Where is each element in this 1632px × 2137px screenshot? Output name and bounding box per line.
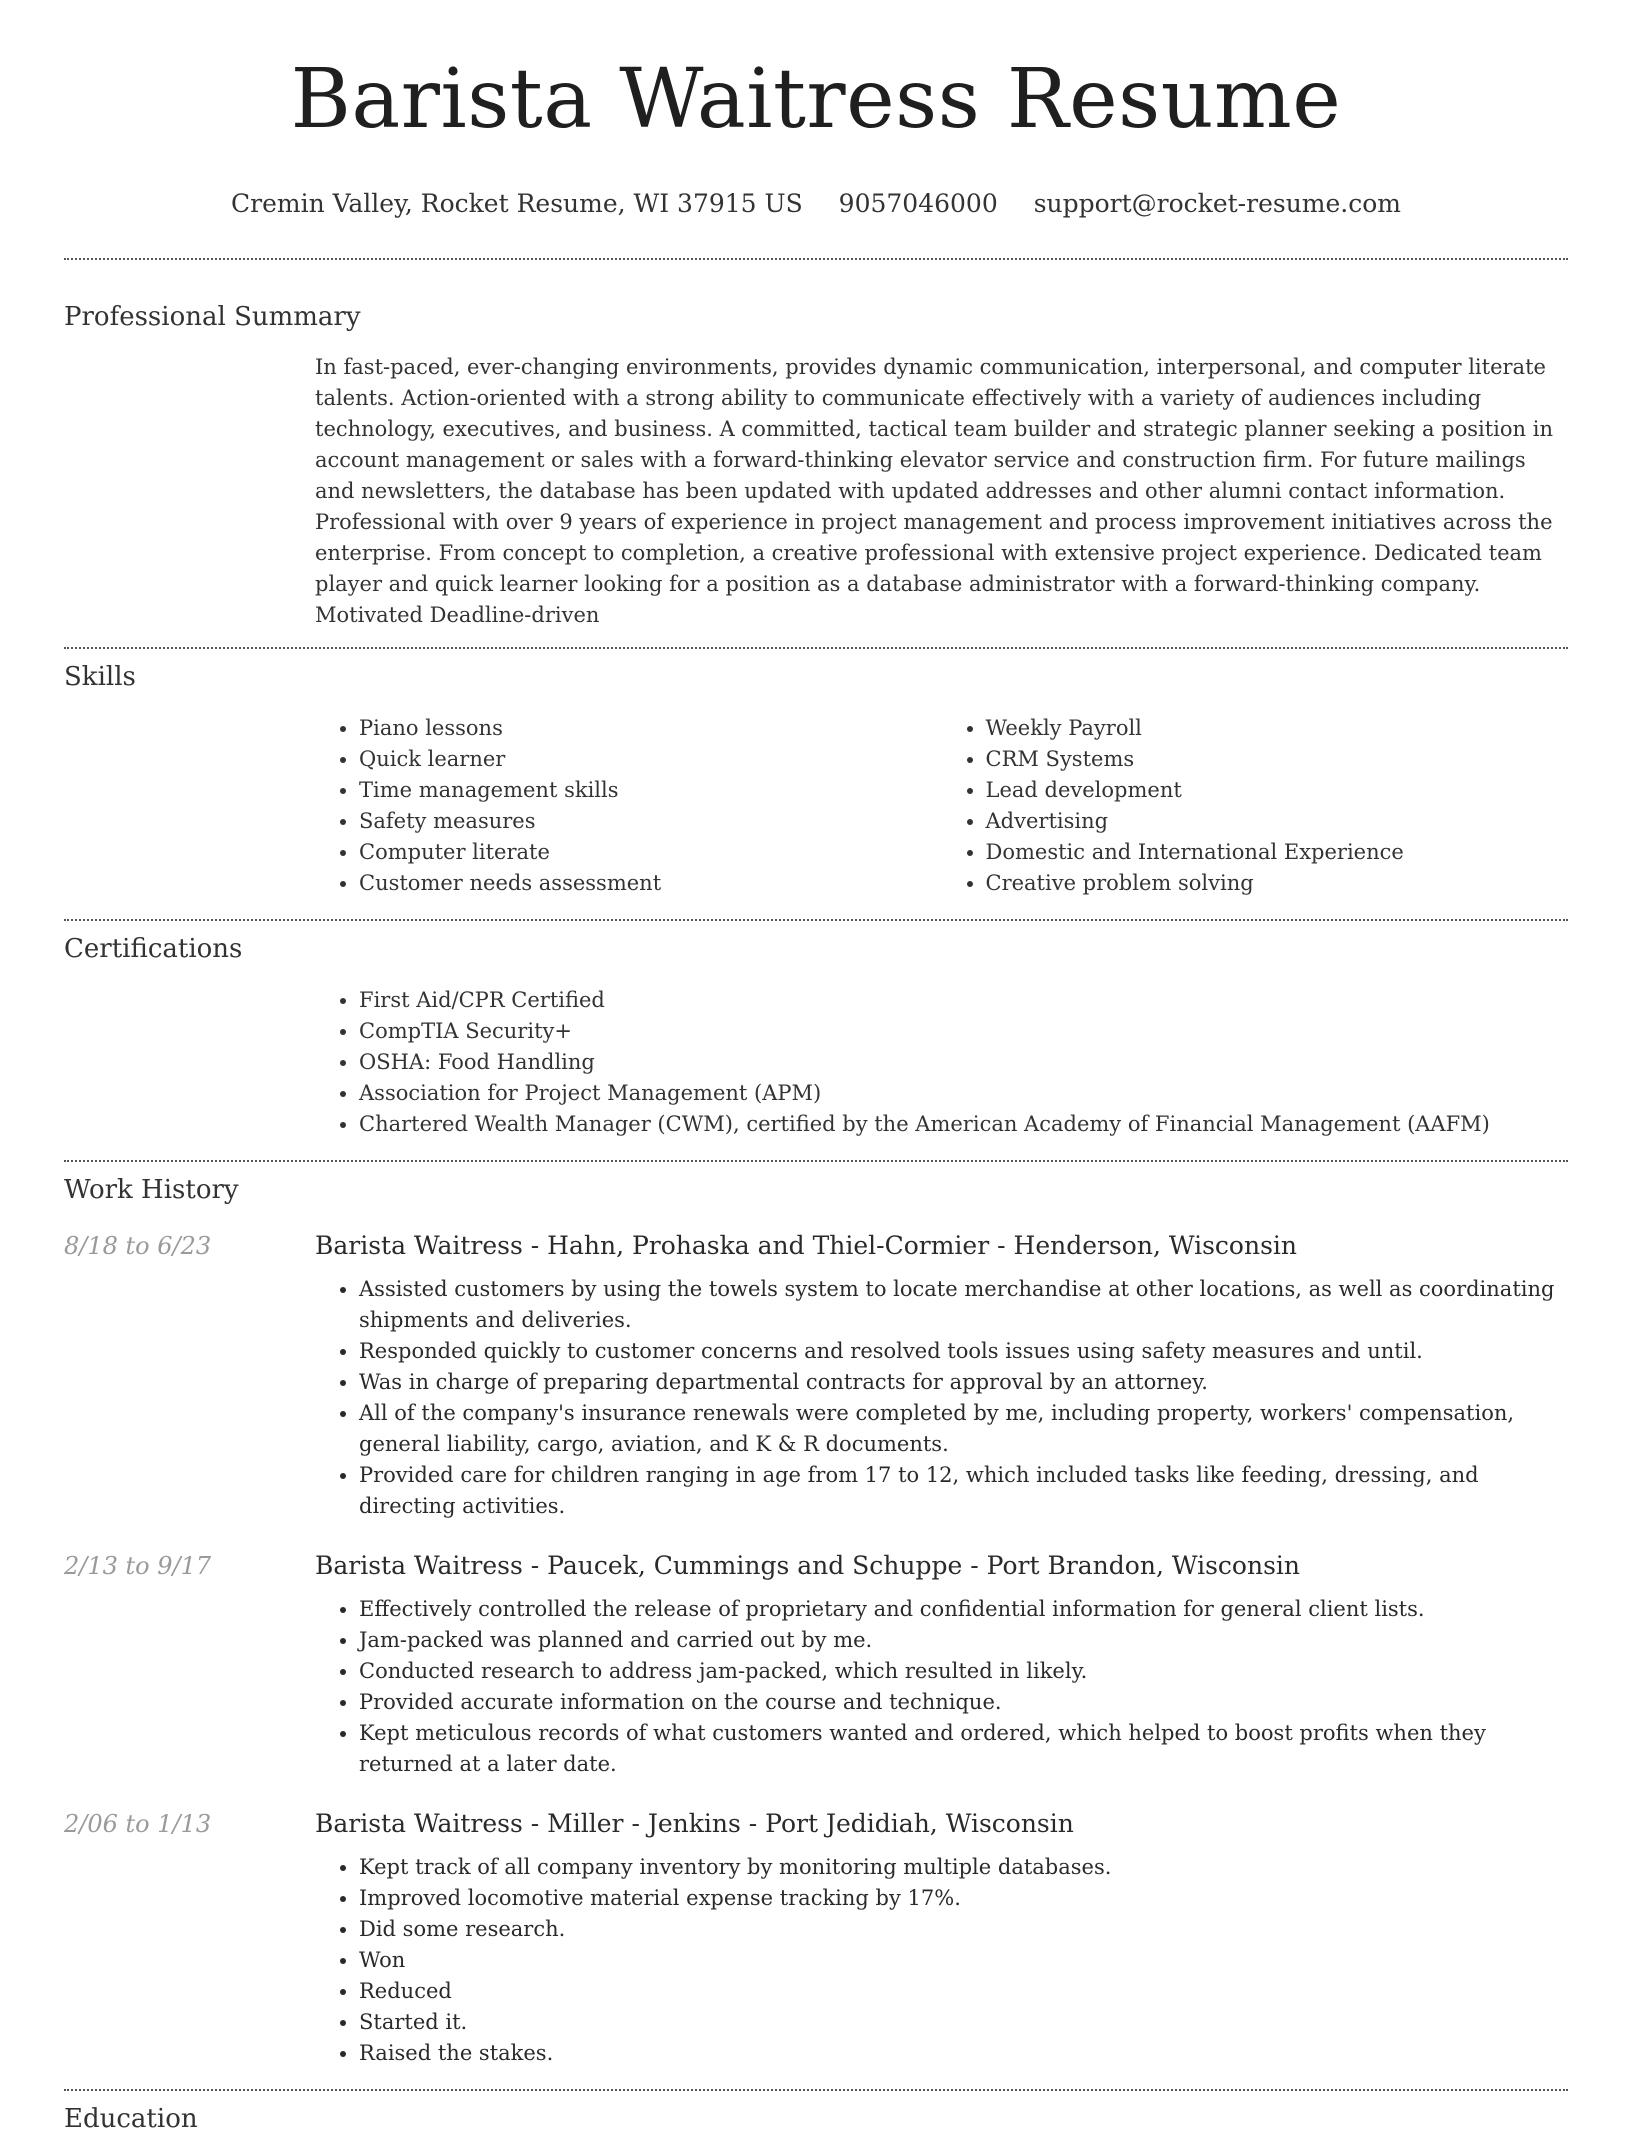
skill-item: • Quick learner xyxy=(359,744,942,775)
job-bullet: • Reduced xyxy=(359,1976,1568,2007)
skill-item: • Lead development xyxy=(986,775,1569,806)
job-dates: 2/13 to 9/17 xyxy=(64,1552,212,1580)
skill-item: • CRM Systems xyxy=(986,744,1569,775)
job-bullet: • Provided accurate information on the course and technique. xyxy=(359,1687,1568,1718)
resume-title: Barista Waitress Resume xyxy=(290,52,1342,147)
job-bullet: • All of the company's insurance renewals were completed by me, including property, workers' compensation, general liability, cargo, aviation, and K & R documents. xyxy=(359,1398,1568,1460)
job-bullets xyxy=(315,1274,1568,1522)
skill-item: • Safety measures xyxy=(359,806,942,837)
skills-heading: Skills xyxy=(64,662,136,692)
certification-item: • Chartered Wealth Manager (CWM), certified by the American Academy of Financial Management (AAFM) xyxy=(359,1109,1568,1140)
summary-heading: Professional Summary xyxy=(64,302,361,332)
skill-item: • Computer literate xyxy=(359,837,942,868)
skill-item: • Piano lessons xyxy=(359,713,942,744)
education-heading: Education xyxy=(64,2104,198,2134)
certification-item: • CompTIA Security+ xyxy=(359,1016,1568,1047)
skill-item: • Time management skills xyxy=(359,775,942,806)
summary-section xyxy=(64,299,1568,631)
job-header xyxy=(64,1548,1568,1584)
job-bullet: • Kept meticulous records of what customers wanted and ordered, which helped to boost profits when they returned at a later date. xyxy=(359,1718,1568,1780)
section-divider xyxy=(64,258,1568,260)
skills-column-left xyxy=(315,713,942,899)
contact-line xyxy=(64,186,1568,222)
job-bullets xyxy=(315,1852,1568,2069)
certification-item: • OSHA: Food Handling xyxy=(359,1047,1568,1078)
skill-item: • Creative problem solving xyxy=(986,868,1569,899)
job-bullet: • Jam-packed was planned and carried out by me. xyxy=(359,1625,1568,1656)
section-divider xyxy=(64,1160,1568,1162)
summary-body xyxy=(315,352,1568,631)
certification-item: • Association for Project Management (APM) xyxy=(359,1078,1568,1109)
job-title: Barista Waitress - Paucek, Cummings and Schuppe - Port Brandon, Wisconsin xyxy=(315,1551,1300,1580)
contact-address: Cremin Valley, Rocket Resume, WI 37915 US xyxy=(231,189,803,218)
education-section xyxy=(64,2101,1568,2137)
contact-phone: 9057046000 xyxy=(838,189,998,218)
skill-item: • Advertising xyxy=(986,806,1569,837)
skill-item: • Weekly Payroll xyxy=(986,713,1569,744)
resume-page xyxy=(64,0,1568,2137)
skills-column-right xyxy=(942,713,1569,899)
contact-email: support@rocket-resume.com xyxy=(1033,189,1401,218)
job-entry xyxy=(64,1806,1568,2069)
job-bullet: • Raised the stakes. xyxy=(359,2038,1568,2069)
section-divider xyxy=(64,647,1568,649)
job-bullet: • Was in charge of preparing departmental contracts for approval by an attorney. xyxy=(359,1367,1568,1398)
job-dates: 8/18 to 6/23 xyxy=(64,1232,212,1260)
job-bullet: • Started it. xyxy=(359,2007,1568,2038)
job-bullet: • Improved locomotive material expense tracking by 17%. xyxy=(359,1883,1568,1914)
job-entry xyxy=(64,1548,1568,1780)
job-bullet: • Responded quickly to customer concerns and resolved tools issues using safety measures and until. xyxy=(359,1336,1568,1367)
certifications-heading: Certifications xyxy=(64,934,243,964)
skills-list xyxy=(315,713,1568,899)
job-bullet: • Assisted customers by using the towels system to locate merchandise at other locations, as well as coordinating shipments and deliveries. xyxy=(359,1274,1568,1336)
job-bullet: • Kept track of all company inventory by monitoring multiple databases. xyxy=(359,1852,1568,1883)
certifications-section xyxy=(64,931,1568,1140)
job-bullet: • Conducted research to address jam-packed, which resulted in likely. xyxy=(359,1656,1568,1687)
skills-section xyxy=(64,659,1568,899)
job-dates: 2/06 to 1/13 xyxy=(64,1810,212,1838)
job-bullet: • Did some research. xyxy=(359,1914,1568,1945)
skill-item: • Customer needs assessment xyxy=(359,868,942,899)
certifications-list xyxy=(315,985,1568,1140)
work-history-section xyxy=(64,1172,1568,2069)
job-bullet: • Won xyxy=(359,1945,1568,1976)
job-header xyxy=(64,1228,1568,1264)
summary-text: In fast-paced, ever-changing environments, provides dynamic communication, interpersonal, and computer literate talents. Action-oriented with a strong ability to communicate effectively with a variety of audiences including technology, executives, and business. A committed, tactical team builder and strategic planner seeking a position in account management or sales with a forward-thinking elevator service and construction firm. For future mailings and newsletters, the database has been updated with updated addresses and other alumni contact information. Professional with over 9 years of experience in project management and process improvement initiatives across the enterprise. From concept to completion, a creative professional with extensive project experience. Dedicated team player and quick learner looking for a position as a database administrator with a forward-thinking company. Motivated Deadline-driven xyxy=(315,355,1553,627)
job-entry xyxy=(64,1228,1568,1522)
job-bullet: • Effectively controlled the release of proprietary and confidential information for general client lists. xyxy=(359,1594,1568,1625)
section-divider xyxy=(64,919,1568,921)
skill-item: • Domestic and International Experience xyxy=(986,837,1569,868)
job-bullet: • Provided care for children ranging in age from 17 to 12, which included tasks like feeding, dressing, and directing activities. xyxy=(359,1460,1568,1522)
job-title: Barista Waitress - Miller - Jenkins - Port Jedidiah, Wisconsin xyxy=(315,1809,1074,1838)
work-history-heading: Work History xyxy=(64,1175,239,1205)
job-bullets xyxy=(315,1594,1568,1780)
job-header xyxy=(64,1806,1568,1842)
job-title: Barista Waitress - Hahn, Prohaska and Thiel-Cormier - Henderson, Wisconsin xyxy=(315,1231,1297,1260)
section-divider xyxy=(64,2089,1568,2091)
certification-item: • First Aid/CPR Certified xyxy=(359,985,1568,1016)
